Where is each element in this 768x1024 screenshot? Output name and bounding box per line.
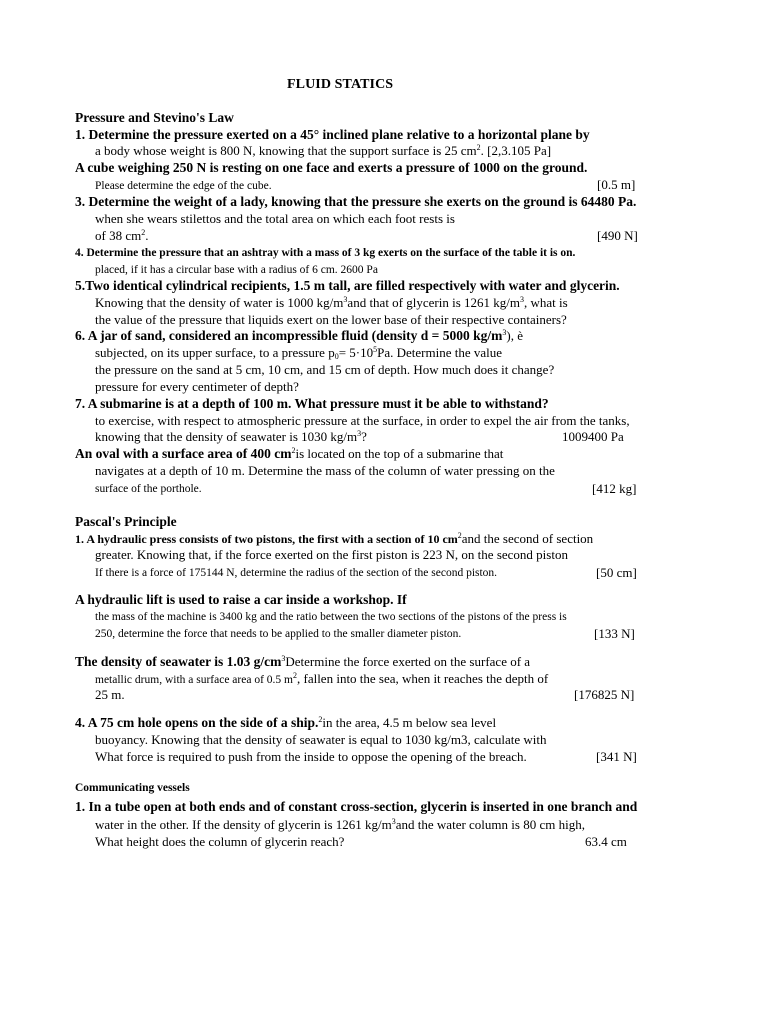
pascal-2-answer: [133 N] [594, 626, 635, 641]
pascal-1-line-1: 1. A hydraulic press consists of two pistons, the first with a section of 10 $cm^2and$ the second of section [75, 531, 594, 546]
problem-3-line-1: 3. Determine the weight of a lady, knowing that the pressure she exerts on the ground is 64480 Pa. [75, 194, 637, 209]
problem-2-line-2: Please determine the edge of the cube. [95, 180, 272, 192]
problem-1-line-1: 1. Determine the pressure exerted on a 45° inclined plane relative to a horizontal plane by [75, 127, 590, 142]
pascal-2-line-1: A hydraulic lift is used to raise a car inside a workshop. If [75, 592, 407, 607]
problem-6-line-2: subjected, on its upper surface, to a pressure $p_0= 5\cdot 10^5Pa$. Determine the value [95, 345, 503, 361]
problem-3-answer: [490 N] [597, 228, 638, 243]
problem-5-line-3: the value of the pressure that liquids exert on the lower base of their respective containers? [95, 312, 567, 327]
problem-7-line-2: to exercise, with respect to atmospheric pressure at the surface, in order to expel the air from the tanks, [95, 413, 630, 428]
section-heading-pascal: Pascal's Principle [75, 514, 177, 529]
pascal-4-answer: [341 N] [596, 749, 637, 764]
section-heading-vessels: Communicating vessels [75, 782, 190, 794]
problem-7-line-1: 7. A submarine is at a depth of 100 m. What pressure must it be able to withstand? [75, 396, 549, 411]
problem-8-answer: [412 kg] [592, 481, 637, 496]
problem-8-line-1: An oval with a surface area of 400 $cm^2is$ located on the top of a submarine that [75, 446, 504, 461]
pascal-1-answer: [50 cm] [596, 565, 637, 580]
pascal-3-line-3: 25 m. [95, 687, 125, 702]
pascal-2-line-2: the mass of the machine is 3400 kg and the ratio between the two sections of the pistons of the press is [95, 611, 567, 623]
problem-5-line-2: Knowing that the density of water is 1000 $kg/m^3and$ that of glycerin is 1261 $kg/m^3$, what is [95, 295, 568, 310]
problem-4-line-2: placed, if it has a circular base with a radius of 6 cm. 2600 Pa [95, 264, 378, 276]
problem-6-line-3: the pressure on the sand at 5 cm, 10 cm, and 15 cm of depth. How much does it change? [95, 362, 555, 377]
pascal-1-line-2: greater. Knowing that, if the force exerted on the first piston is 223 N, on the second piston [95, 547, 568, 562]
pascal-4-line-1: 4. A 75 cm hole opens on the side of a ship.$^2$in the area, 4.5 m below sea level [75, 715, 497, 730]
problem-2-line-1: A cube weighing 250 N is resting on one face and exerts a pressure of 1000 on the ground. [75, 160, 588, 175]
pascal-4-line-3: What force is required to push from the inside to oppose the opening of the breach. [95, 749, 527, 764]
section-heading-stevino: Pressure and Stevino's Law [75, 110, 234, 125]
problem-4-line-1: 4. Determine the pressure that an ashtray with a mass of 3 kg exerts on the surface of the table it is on. [75, 247, 576, 259]
problem-2-answer: [0.5 m] [597, 177, 636, 192]
problem-7-line-3: knowing that the density of seawater is 1030 $kg/m^3$? [95, 429, 367, 444]
vessels-1-line-2: water in the other. If the density of glycerin is 1261 $kg/m^3and$ the water column is 80 cm high, [95, 817, 585, 832]
problem-8-line-3: surface of the porthole. [95, 483, 202, 495]
problem-5-line-1: 5.Two identical cylindrical recipients, 1.5 m tall, are filled respectively with water and glycerin. [75, 278, 620, 293]
problem-6-line-4: pressure for every centimeter of depth? [95, 379, 299, 394]
vessels-1-line-3: What height does the column of glycerin reach? [95, 834, 345, 849]
problem-8-line-2: navigates at a depth of 10 m. Determine the mass of the column of water pressing on the [95, 463, 555, 478]
page-title: FLUID STATICS [287, 77, 394, 92]
problem-7-answer: 1009400 Pa [562, 429, 624, 444]
problem-1-line-2: a body whose weight is 800 N, knowing that the support surface is 25 $cm^2$. [2,3.105 Pa] [95, 143, 552, 158]
vessels-1-answer: 63.4 cm [585, 834, 627, 849]
pascal-3-line-1: The density of seawater is 1.03 $g/cm^3Determine$ the force exerted on the surface of a [75, 654, 531, 669]
pascal-3-line-2: metallic drum, with a surface area of 0.5 $m^2$, fallen into the sea, when it reaches the depth of [95, 671, 549, 686]
pascal-1-line-3: If there is a force of 175144 N, determine the radius of the section of the second piston. [95, 567, 498, 579]
vessels-1-line-1: 1. In a tube open at both ends and of constant cross-section, glycerin is inserted in one branch and [75, 799, 638, 814]
pascal-2-line-3: 250, determine the force that needs to be applied to the smaller diameter piston. [95, 628, 462, 640]
problem-3-line-2: when she wears stilettos and the total area on which each foot rests is [95, 211, 455, 226]
problem-6-line-1: 6. A jar of sand, considered an incompressible fluid (density d = 5000 $kg/m^3$), è [75, 328, 523, 343]
pascal-3-answer: [176825 N] [574, 687, 635, 702]
problem-3-line-3: of 38 $cm^2$. [95, 228, 149, 243]
pascal-4-line-2: buoyancy. Knowing that the density of seawater is equal to 1030 kg/m3, calculate with [95, 732, 547, 747]
